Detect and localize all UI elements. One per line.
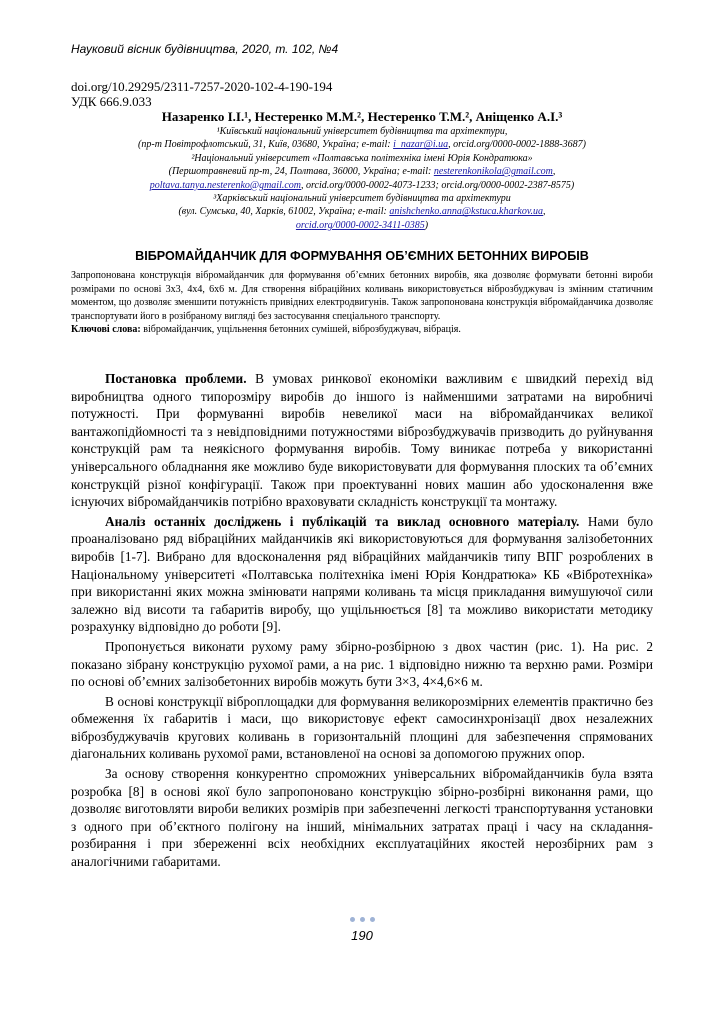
affiliation-1-address	[71, 138, 653, 151]
paragraph-analysis	[71, 513, 653, 636]
page-number: 190	[351, 928, 373, 943]
doi-link[interactable]: doi.org/10.29295/2311-7257-2020-102-4-190-194	[71, 79, 333, 94]
section-heading-analysis: Аналіз останніх досліджень і публікацій та виклад основного матеріалу.	[105, 513, 580, 529]
keywords	[71, 323, 653, 337]
footer-dot	[360, 917, 365, 922]
footer-dot	[350, 917, 355, 922]
affiliation-3-orcid-line	[71, 219, 653, 232]
paragraph-problem	[71, 370, 653, 511]
affiliation-2-name: ²Національний університет «Полтавська політехніка імені Юрія Кондратюка»	[191, 152, 533, 164]
paragraph-basis: За основу створення конкурентно спроможних універсальних вібромайданчиків була взята розробка [8] в основі якої було запропоновано конструкцію збірно-розбірні виконання рами, що дозволяє виготовляти вироби великих розмірів при забезпеченні легкості транспортування установки з одного при об’єктного полігону на інший, мінімальних затратах праці і часу на складання-розбирання і при збереженні всіх необхідних експлуатаційних якостей нерозбірних рам з аналогічними габаритами.	[71, 766, 653, 870]
paragraph-frame: Пропонується виконати рухому раму збірно-розбірною з двох частин (рис. 1). На рис. 2 показано зібрану конструкцію рухомої рами, а на рис. 1 відповідно нижню та верхню рами. Розміри по основі об’ємних залізобетонних виробів можуть бути 3×3, 4×4,6×6 м.	[71, 638, 653, 690]
abstract-text: Запропонована конструкція вібромайданчик для формування об’ємних бетонних виробів, яка дозволяє формувати бетонні вироби розмірами по основі 3х3, 4х4, 6х6 м. Для створення вібраційних коливань використовується віброзбуджувач із змінним статичним моментом, що дозволяє зменшити потужність привідних електродвигунів. Також запропонована конструкція вібромайданчика дозволяє транспортувати його в розібраному вигляді без застосування спеціального транспорту.	[71, 270, 653, 322]
affiliation-2-orcid: , orcid.org/0000-0002-4073-1233; orcid.org/0000-0002-2387-8575)	[301, 179, 575, 191]
footer-dot	[370, 917, 375, 922]
paragraph-platform: В основі конструкції віброплощадки для формування великорозмірних елементів практично без обмеження їх габаритів і маси, що використовує ефект самосинхронізації двох незалежних віброзбуджувачів кругових коливань в горизонтальній площині для забезпечення спрямованих діагональних коливань рухомої рами, встановленої на основі за допомогою пружних опор.	[71, 693, 653, 762]
keywords-list: вібромайданчик, ущільнення бетонних сумішей, віброзбуджувач, вібрація.	[140, 324, 461, 336]
udk-code: УДК 666.9.033	[71, 94, 152, 109]
section-heading-problem: Постановка проблеми.	[105, 371, 247, 386]
affiliation-1-orcid: , orcid.org/0000-0002-1888-3687)	[448, 139, 586, 151]
email-link-anishchenko[interactable]: anishchenko.anna@kstuca.kharkov.ua	[389, 206, 544, 218]
affiliations	[71, 125, 653, 232]
affiliation-2-contacts	[71, 179, 653, 192]
affiliation-2-address-text: (Першотравневий пр-т, 24, Полтава, 36000, Україна; e-mail:	[168, 166, 434, 178]
article-body	[71, 370, 653, 873]
journal-header: Науковий вісник будівництва, 2020, т. 102, №4	[71, 42, 339, 56]
affiliation-3-address	[71, 205, 653, 218]
keywords-label: Ключові слова:	[71, 324, 141, 336]
footer-dots	[334, 917, 390, 922]
affiliation-2-separator: ,	[552, 166, 556, 178]
doi-block	[71, 79, 332, 109]
affiliation-3-comma: ,	[543, 206, 546, 218]
affiliation-3-address-text: (вул. Сумська, 40, Харків, 61002, Україна; e-mail:	[178, 206, 390, 218]
abstract	[71, 269, 653, 337]
affiliation-3-close: )	[424, 219, 429, 231]
paragraph-analysis-text: Нами було проаналізовано ряд вібраційних майданчиків які використовуються для формування залізобетонних виробів [1-7]. Вибрано для вдосконалення ряд вібраційних майданчиків типу ВПГ розроблених в Національному університеті «Полтавська політехніка імені Юрія Кондратюка» КБ «Вібротехніка» при використанні яких можна змінювати напрями коливань та місця прикладання вимушуючої сили залежно від висоти та габаритів виробу, що ущільнюється [8] та можливо використати методику розрахунку відповідно до роботи [9].	[71, 513, 653, 635]
article-title: ВІБРОМАЙДАНЧИК ДЛЯ ФОРМУВАННЯ ОБ’ЄМНИХ БЕТОННИХ ВИРОБІВ	[135, 249, 589, 263]
email-link-nazar[interactable]: i_nazar@i.ua	[393, 139, 449, 151]
orcid-link-anishchenko[interactable]: orcid.org/0000-0002-3411-0385	[295, 219, 425, 231]
affiliation-1-address-text: (пр-т Повітрофлотський, 31, Київ, 03680, Україна; e-mail:	[138, 139, 394, 151]
email-link-poltava-tanya[interactable]: poltava.tanya.nesterenko@gmail.com	[149, 179, 302, 191]
affiliation-2-address	[71, 165, 653, 178]
author-list: Назаренко І.І.¹, Нестеренко М.М.², Нестеренко Т.М.², Аніщенко А.І.³	[161, 109, 563, 124]
affiliation-1-name: ¹Київський національний університет будівництва та архітектури,	[216, 126, 508, 137]
email-link-nesterenkonikola[interactable]: nesterenkonikola@gmail.com	[433, 166, 553, 178]
affiliation-3-name: ³Харківський національний університет будівництва та архітектури	[213, 193, 511, 205]
paragraph-problem-text: В умовах ринкової економіки важливим є швидкий перехід від виробництва одного типорозміру виробів до іншого із найменшими затратами на виробничі потужності. При формуванні виробів невеликої маси на вібромайданчиках великої вантажопідйомності та з невідповідними потужностями віброзбуджувачів призводить до руйнування конструкцій рам та неякісного формування виробів. Тому виникає потреба у використанні універсального обладнання яке можливо буде використовувати для формування плоских та об’ємних конструкцій різної конфігурації. Також при проектуванні нових машин або удосконалення вже існуючих вібромайданчиків потрібно враховувати складність конструкції та монтажу.	[71, 371, 653, 510]
